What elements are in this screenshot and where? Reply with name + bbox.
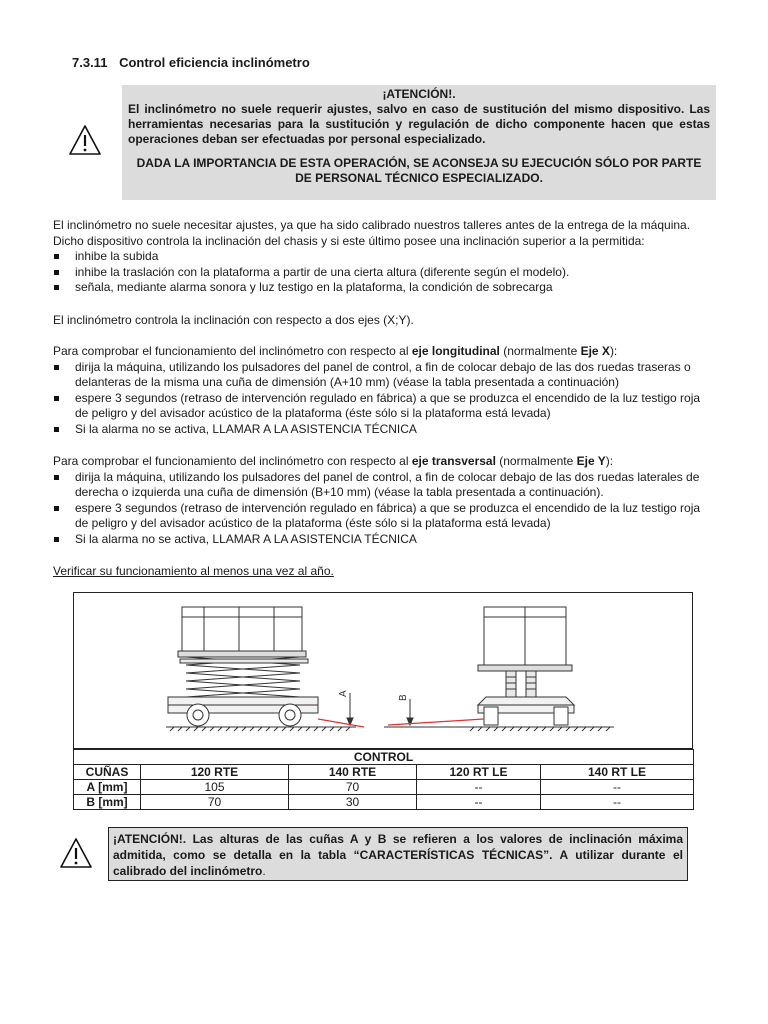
axes-line: El inclinómetro controla la inclinación con respecto a dos ejes (X;Y). — [53, 313, 414, 327]
transversal-lead — [53, 454, 713, 470]
table-cell: -- — [541, 780, 694, 795]
row-header: A [mm] — [74, 780, 141, 795]
longitudinal-lead — [53, 344, 713, 360]
intro-section — [53, 218, 713, 296]
list-item: inhibe la subida — [53, 249, 713, 265]
list-item: espere 3 segundos (retraso de intervención regulado en fábrica) a que se produzca el encendido de la luz testigo roja de peligro y del avisador acústico de la plataforma (éste sólo si la plataforma está levada) — [53, 501, 713, 532]
lead-bold-axis-name: Eje Y — [576, 454, 606, 468]
list-item: señala, mediante alarma sonora y luz testigo en la plataforma, la condición de sobrecarga — [53, 280, 713, 296]
table-row — [74, 780, 694, 795]
lead-bold-axis: eje longitudinal — [411, 344, 500, 358]
front-view-lift — [478, 607, 574, 725]
attention-box-primary — [122, 85, 716, 200]
lead-text: (normalmente — [495, 454, 577, 468]
intro-line-2: Dicho dispositivo controla la inclinación del chasis y si este último posee una inclinación superior a la permitida: — [53, 233, 645, 248]
verify-note-text: Verificar su funcionamiento al menos una vez al año. — [53, 564, 334, 578]
longitudinal-bullet-list — [53, 360, 713, 438]
verify-note — [53, 564, 713, 580]
lead-text: Para comprobar el funcionamiento del inclinómetro con respecto al — [53, 344, 412, 358]
intro-bullet-list — [53, 249, 713, 296]
column-header: 120 RT LE — [417, 765, 541, 780]
section-heading — [72, 55, 310, 70]
table-cell: -- — [417, 795, 541, 810]
attention-text: El inclinómetro no suele requerir ajustes, salvo en caso de sustitución del mismo dispositivo. Las herramientas necesarias para la sustitución y regulación de dicho componente hacen que estas operaciones deban ser efectuadas por personal especializado. — [128, 102, 710, 146]
side-view-lift — [168, 607, 318, 726]
list-item: Si la alarma no se activa, LLAMAR A LA ASISTENCIA TÉCNICA — [53, 422, 713, 438]
table-title-row — [74, 750, 694, 765]
dimension-a-label: A — [338, 690, 349, 697]
intro-line-1: El inclinómetro no suele necesitar ajustes, ya que ha sido calibrado nuestros talleres antes de la entrega de la máquina. — [53, 218, 691, 232]
column-header: 120 RTE — [141, 765, 289, 780]
lead-bold-axis: eje transversal — [411, 454, 496, 468]
ground-front — [384, 727, 614, 731]
section-number: 7.3.11 — [72, 55, 108, 70]
warning-triangle-icon — [59, 837, 93, 869]
list-item: dirija la máquina, utilizando los pulsadores del panel de control, a fin de colocar debajo de las dos ruedas traseras o delanteras de la misma una cuña de dimensión (A+10 mm) (véase la tabla presentada a continuación) — [53, 360, 713, 391]
dimension-a — [318, 693, 364, 727]
dimension-b-label: B — [398, 694, 409, 701]
attention-heading: ¡ATENCIÓN!. — [382, 87, 456, 101]
table-cell: -- — [541, 795, 694, 810]
dimension-b — [388, 699, 484, 725]
transversal-bullet-list — [53, 470, 713, 548]
lead-bold-axis-name: Eje X — [580, 344, 610, 358]
control-table — [73, 749, 694, 810]
table-cell: -- — [417, 780, 541, 795]
row-header: B [mm] — [74, 795, 141, 810]
table-header-row — [74, 765, 694, 780]
warning-triangle-icon — [68, 124, 102, 156]
attention-note-text: ¡ATENCIÓN!. Las alturas de las cuñas A y B se refieren a los valores de inclinación máxima admitida, como se detalla en la tabla “CARACTERÍSTICAS TÉCNICAS”. A utilizar durante el calibrado del inclinómetro — [113, 832, 683, 878]
lead-text: ): — [609, 344, 618, 358]
lead-text: ): — [605, 454, 614, 468]
lead-text: (normalmente — [499, 344, 581, 358]
lift-diagrams-svg — [74, 593, 694, 750]
list-item: inhibe la traslación con la plataforma a partir de una cierta altura (diferente según el modelo). — [53, 265, 713, 281]
section-title: Control eficiencia inclinómetro — [119, 55, 310, 70]
transversal-section — [53, 454, 713, 548]
table-row — [74, 795, 694, 810]
column-header: 140 RT LE — [541, 765, 694, 780]
ground-side — [166, 727, 356, 731]
longitudinal-section — [53, 344, 713, 438]
table-cell: 105 — [141, 780, 289, 795]
list-item: dirija la máquina, utilizando los pulsadores del panel de control, a fin de colocar debajo de las dos ruedas laterales de derecha o izquierda una cuña de dimensión (B+10 mm) (véase la tabla presentada a continuación). — [53, 470, 713, 501]
table-cell: 70 — [289, 780, 417, 795]
lead-text: Para comprobar el funcionamiento del inclinómetro con respecto al — [53, 454, 412, 468]
table-cell: 30 — [289, 795, 417, 810]
column-header: 140 RTE — [289, 765, 417, 780]
axes-paragraph — [53, 313, 713, 329]
table-title: CONTROL — [74, 750, 694, 765]
table-cell: 70 — [141, 795, 289, 810]
inclinometer-figure — [73, 592, 693, 749]
list-item: Si la alarma no se activa, LLAMAR A LA ASISTENCIA TÉCNICA — [53, 532, 713, 548]
column-header: CUÑAS — [74, 765, 141, 780]
attention-caps-text: DADA LA IMPORTANCIA DE ESTA OPERACIÓN, SE ACONSEJA SU EJECUCIÓN SÓLO POR PARTE DE PERSONAL TÉCNICO ESPECIALIZADO. — [136, 156, 702, 185]
attention-note-end: . — [262, 864, 266, 878]
attention-box-secondary — [108, 827, 688, 881]
list-item: espere 3 segundos (retraso de intervención regulado en fábrica) a que se produzca el encendido de la luz testigo roja de peligro y del avisador acústico de la plataforma (éste sólo si la plataforma está levada) — [53, 391, 713, 422]
